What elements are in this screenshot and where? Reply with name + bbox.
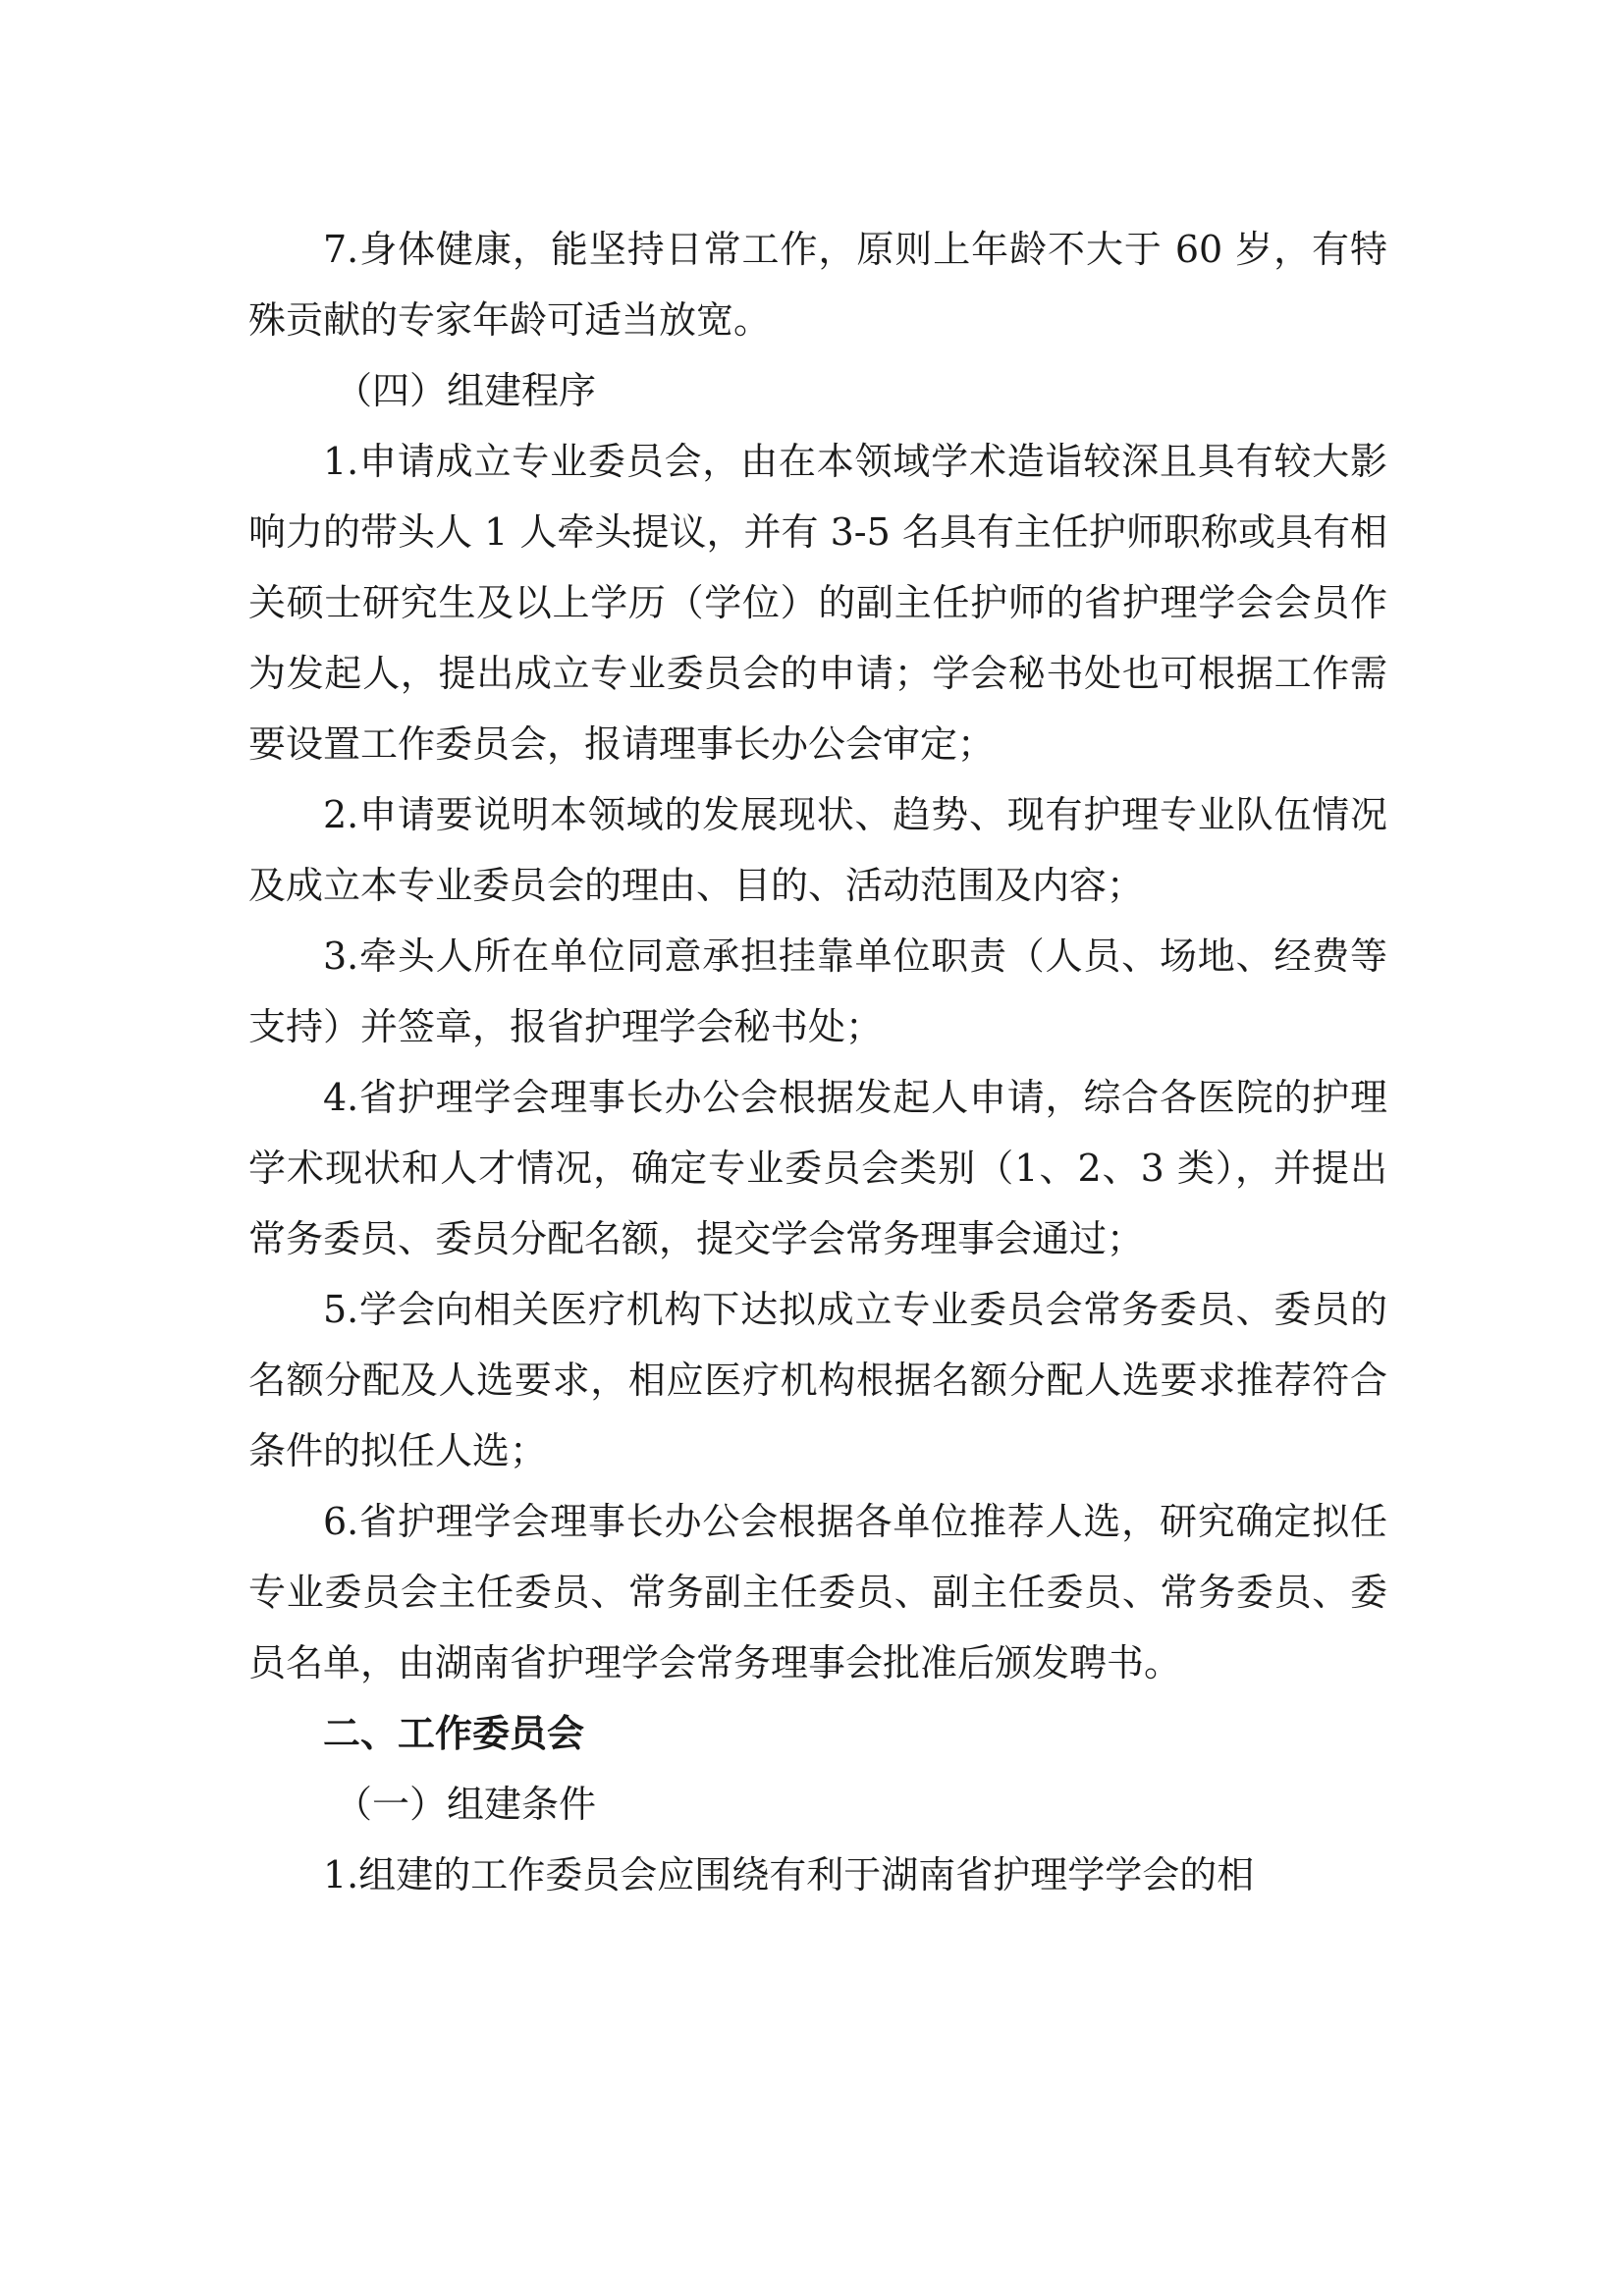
document-body [248,214,1387,1910]
paragraph-step-2: 2.申请要说明本领域的发展现状、趋势、现有护理专业队伍情况及成立本专业委员会的理由、目的、活动范围及内容； [248,793,1387,907]
paragraph-step-6: 6.省护理学会理事长办公会根据各单位推荐人选，研究确定拟任专业委员会主任委员、常务副主任委员、副主任委员、常务委员、委员名单，由湖南省护理学会常务理事会批准后颁发聘书。 [248,1500,1387,1684]
paragraph-condition-1: 1.组建的工作委员会应围绕有利于湖南省护理学学会的相 [323,1853,1255,1896]
paragraph-step-3: 3.牵头人所在单位同意承担挂靠单位职责（人员、场地、经费等支持）并签章，报省护理学会秘书处； [248,934,1387,1048]
paragraph-step-4: 4.省护理学会理事长办公会根据发起人申请，综合各医院的护理学术现状和人才情况，确定专业委员会类别（1、2、3 类），并提出常务委员、委员分配名额，提交学会常务理事会通过； [248,1076,1387,1260]
paragraph-step-5: 5.学会向相关医疗机构下达拟成立专业委员会常务委员、委员的名额分配及人选要求，相应医疗机构根据名额分配人选要求推荐符合条件的拟任人选； [248,1288,1387,1472]
paragraph-item-7: 7.身体健康，能坚持日常工作，原则上年龄不大于 60 岁，有特殊贡献的专家年龄可适当放宽。 [248,228,1387,342]
section-heading-procedure: （四）组建程序 [335,369,597,412]
section-heading-conditions: （一）组建条件 [335,1783,597,1826]
paragraph-step-1: 1.申请成立专业委员会，由在本领域学术造诣较深且具有较大影响力的带头人 1 人牵头提议，并有 3-5 名具有主任护师职称或具有相关硕士研究生及以上学历（学位）的副主任护师的省护理学会会员作为发起人，提出成立专业委员会的申请；学会秘书处也可根据工作需要设置工作委员会，报请理事长办公会审定； [248,440,1387,766]
chapter-heading-work-committee: 二、工作委员会 [323,1712,585,1755]
